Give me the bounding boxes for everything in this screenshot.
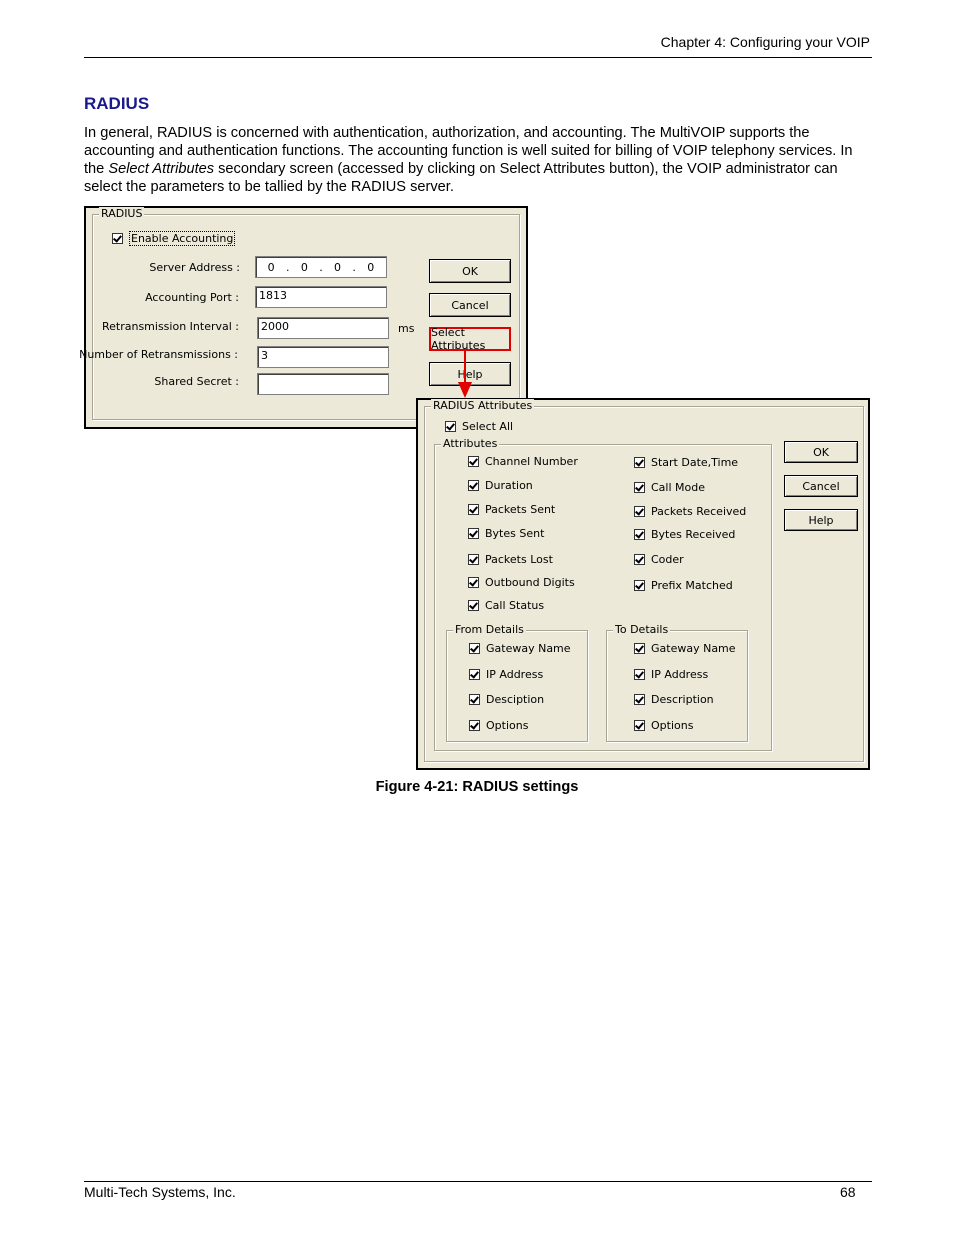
from-detail-checkbox[interactable] [469, 693, 544, 706]
attribute-checkbox[interactable] [634, 528, 735, 541]
radius-attributes-group-label: RADIUS Attributes [433, 399, 533, 412]
server-address-input[interactable]: 0 . 0 . 0 . 0 [255, 256, 387, 278]
attribute-label: Prefix Matched [651, 579, 733, 592]
attribute-checkbox[interactable] [634, 456, 738, 469]
select-all-checkbox[interactable] [445, 420, 513, 433]
help-button[interactable]: Help [429, 362, 511, 386]
header-rule [84, 57, 872, 58]
chapter-header: Chapter 4: Configuring your VOIP [660, 34, 870, 50]
check-icon [468, 554, 479, 565]
attribute-label: Call Status [485, 599, 545, 612]
check-icon [469, 720, 480, 731]
check-icon [634, 506, 645, 517]
shared-secret-input[interactable] [257, 373, 389, 395]
check-icon [468, 528, 479, 539]
check-icon [634, 720, 645, 731]
attribute-label: Channel Number [485, 455, 578, 468]
check-icon [468, 504, 479, 515]
to-detail-label: Description [651, 693, 714, 706]
cancel-button[interactable]: Cancel [429, 293, 511, 317]
accounting-port-input[interactable]: 1813 [255, 286, 387, 308]
attribute-label: Packets Received [651, 505, 747, 518]
page-number: 68 [840, 1184, 856, 1200]
check-icon [468, 456, 479, 467]
from-detail-checkbox[interactable] [469, 719, 528, 732]
check-icon [634, 580, 645, 591]
from-detail-label: Desciption [486, 693, 545, 706]
attribute-checkbox[interactable] [468, 455, 578, 468]
to-detail-checkbox[interactable] [634, 719, 693, 732]
retransmission-interval-label: Retransmission Interval : [101, 320, 239, 333]
select-all-label: Select All [462, 420, 514, 433]
ok-button[interactable]: OK [429, 259, 511, 283]
intro-paragraph [84, 124, 874, 196]
attributes-group-label: Attributes [443, 437, 498, 450]
attribute-label: Packets Lost [485, 553, 553, 566]
section-title: RADIUS [84, 94, 150, 113]
ip-octet: 0 [267, 260, 275, 274]
check-icon [469, 694, 480, 705]
attribute-checkbox[interactable] [634, 505, 746, 518]
retransmission-interval-input[interactable]: 2000 [257, 317, 389, 339]
attribute-label: Bytes Sent [485, 527, 545, 540]
attribute-checkbox[interactable] [468, 503, 555, 516]
ip-octet: 0 [367, 260, 375, 274]
to-detail-label: Gateway Name [651, 642, 736, 655]
check-icon [634, 669, 645, 680]
check-icon [468, 577, 479, 588]
from-detail-checkbox[interactable] [469, 642, 571, 655]
from-detail-label: Gateway Name [486, 642, 571, 655]
attribute-label: Duration [485, 479, 533, 492]
attribute-label: Coder [651, 553, 684, 566]
intro-text-1: In general, RADIUS is concerned with authentication, authorization, and accounting. The MultiVOIP supports the accounting and authentication functions. The accounting function is well suited for billing of VOIP telephony services. In the [84, 125, 853, 177]
select-attributes-button[interactable]: Select Attributes [429, 327, 511, 351]
figure-caption: Figure 4-21: RADIUS settings [375, 779, 579, 795]
to-detail-label: IP Address [651, 668, 709, 681]
footer-rule [84, 1181, 872, 1182]
attributes-cancel-button[interactable]: Cancel [784, 475, 858, 497]
from-detail-checkbox[interactable] [469, 668, 543, 681]
attribute-label: Outbound Digits [485, 576, 575, 589]
attribute-checkbox[interactable] [634, 579, 733, 592]
shared-secret-label: Shared Secret : [154, 375, 239, 388]
intro-text-2: secondary screen (accessed by clicking on Select Attributes button), the VOIP administrator can select the parameters to be tallied by the RADIUS server. [84, 161, 838, 195]
attribute-label: Start Date,Time [651, 456, 739, 469]
attribute-checkbox[interactable] [634, 553, 684, 566]
intro-emphasis: Select Attributes [108, 161, 215, 177]
to-detail-checkbox[interactable] [634, 642, 736, 655]
attribute-label: Call Mode [651, 481, 706, 494]
attribute-label: Packets Sent [485, 503, 556, 516]
check-icon [468, 480, 479, 491]
to-detail-checkbox[interactable] [634, 693, 714, 706]
attribute-checkbox[interactable] [468, 576, 575, 589]
check-icon [634, 529, 645, 540]
ip-octet: 0 [334, 260, 342, 274]
check-icon [634, 482, 645, 493]
attributes-help-button[interactable]: Help [784, 509, 858, 531]
attributes-ok-button[interactable]: OK [784, 441, 858, 463]
to-detail-label: Options [651, 719, 694, 732]
check-icon [634, 643, 645, 654]
footer-company: Multi-Tech Systems, Inc. [84, 1184, 236, 1200]
check-icon [469, 643, 480, 654]
check-icon [469, 669, 480, 680]
attribute-checkbox[interactable] [468, 527, 544, 540]
from-detail-label: IP Address [486, 668, 544, 681]
from-detail-label: Options [486, 719, 529, 732]
attribute-checkbox[interactable] [468, 599, 544, 612]
check-icon [634, 554, 645, 565]
from-details-label: From Details [455, 623, 524, 636]
server-address-label: Server Address : [149, 261, 240, 274]
ip-octet: 0 [300, 260, 308, 274]
enable-accounting-label: Enable Accounting [131, 232, 234, 245]
enable-accounting-checkbox[interactable] [112, 231, 235, 246]
check-icon [634, 457, 645, 468]
attribute-checkbox[interactable] [634, 481, 705, 494]
to-detail-checkbox[interactable] [634, 668, 708, 681]
radius-attributes-dialog [416, 398, 870, 770]
radius-group-label: RADIUS [101, 207, 143, 220]
number-of-retransmissions-input[interactable]: 3 [257, 346, 389, 368]
attribute-label: Bytes Received [651, 528, 736, 541]
to-details-label: To Details [615, 623, 669, 636]
number-of-retransmissions-label: Number of Retransmissions : [79, 348, 238, 361]
ms-unit-label: ms [398, 322, 415, 335]
attribute-checkbox[interactable] [468, 553, 553, 566]
arrow-down-icon [455, 350, 475, 400]
check-icon [112, 233, 123, 244]
attribute-checkbox[interactable] [468, 479, 533, 492]
check-icon [468, 600, 479, 611]
accounting-port-label: Accounting Port : [145, 291, 239, 304]
check-icon [445, 421, 456, 432]
check-icon [634, 694, 645, 705]
